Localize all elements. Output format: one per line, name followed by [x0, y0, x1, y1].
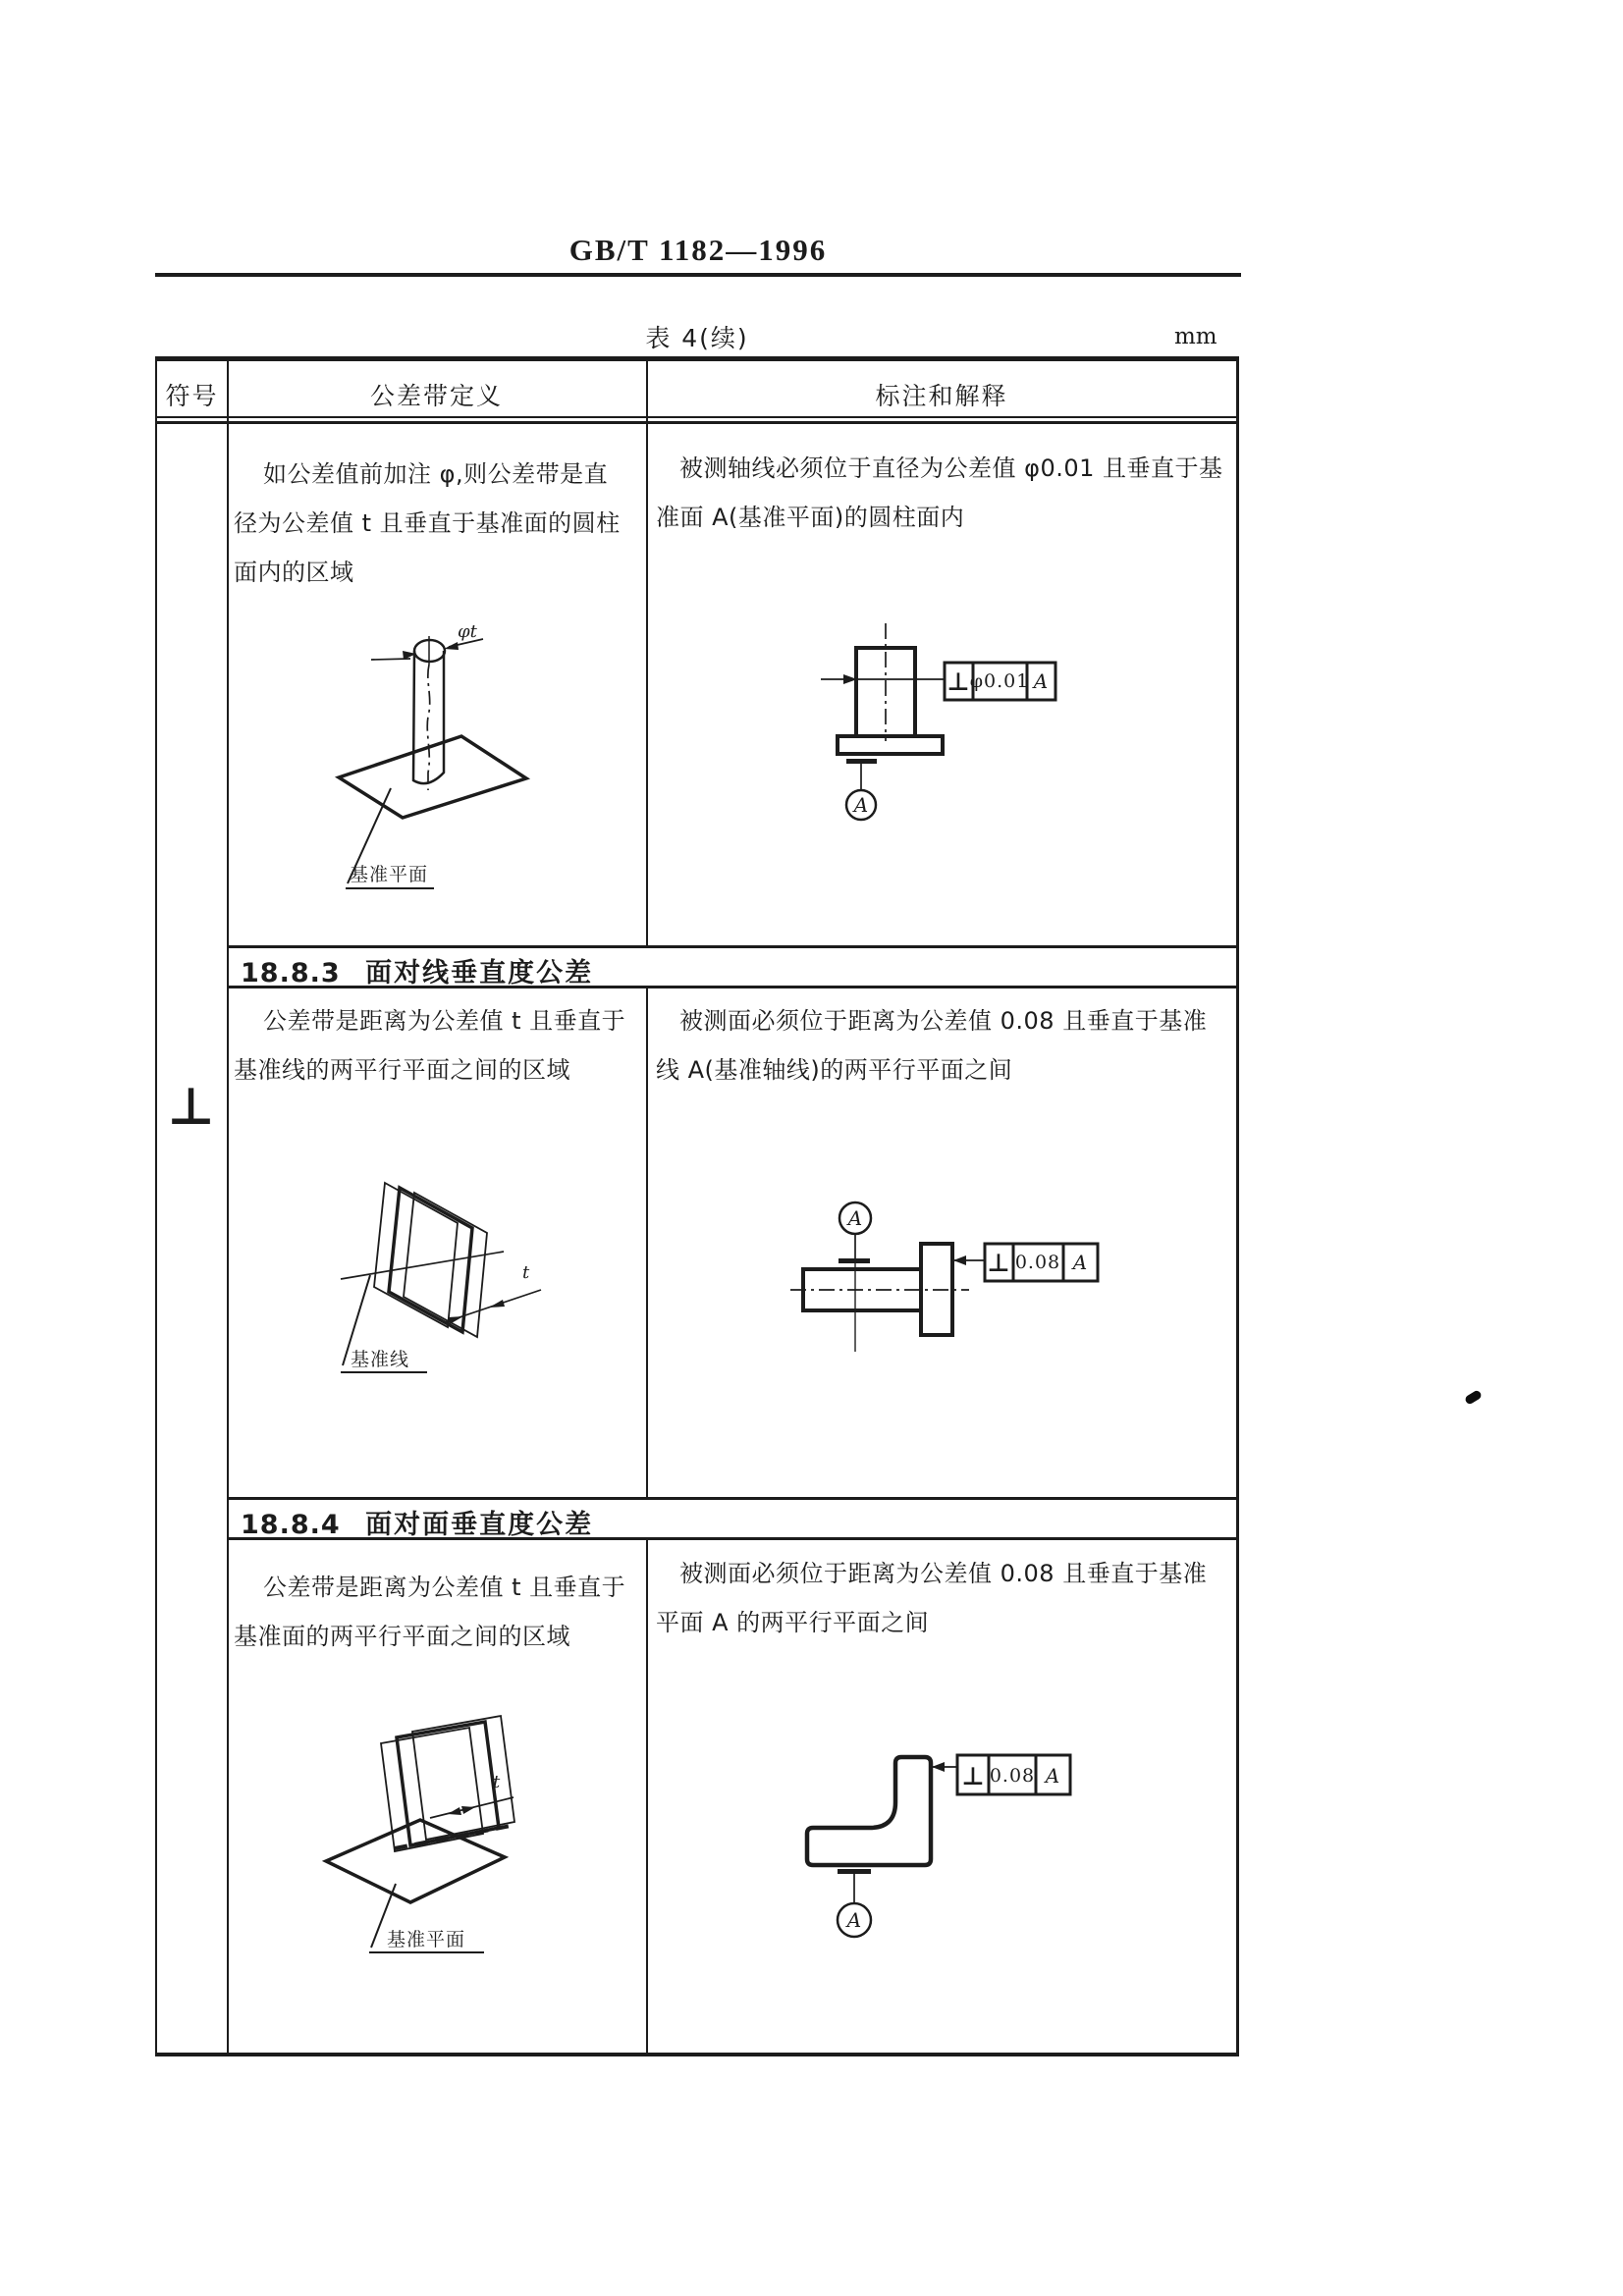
interpretation-line: 被测轴线必须位于直径为公差值 φ0.01 且垂直于基: [679, 454, 1223, 482]
grid-line: [227, 945, 1239, 948]
datum-target-bar: [846, 759, 877, 764]
frame-datum: A: [1045, 1764, 1060, 1788]
arrowhead: [448, 1316, 463, 1324]
section-heading: [241, 951, 593, 989]
toleranced-surface: [397, 1722, 499, 1845]
definition-line: 公差带是距离为公差值 t 且垂直于: [263, 1574, 626, 1601]
interpretation-line: 准面 A(基准平面)的圆柱面内: [656, 504, 965, 531]
definition-line: 基准面的两平行平面之间的区域: [234, 1623, 570, 1650]
heading-title: 面对面垂直度公差: [365, 1510, 594, 1540]
grid-line: [646, 1539, 648, 2053]
heading-number: 18.8.4: [241, 1510, 341, 1540]
frame-value: 0.08: [1014, 1252, 1061, 1273]
datum-label: 基准线: [351, 1349, 410, 1370]
axis-centerline: [427, 665, 429, 790]
datum-target-bar: [838, 1869, 871, 1874]
ink-speck: [1464, 1389, 1483, 1406]
grid-line: [155, 416, 1239, 418]
frame-datum: A: [1072, 1251, 1088, 1274]
grid-line: [227, 1497, 1239, 1500]
tolerance-zone-diagram-planes-line: [329, 1173, 565, 1384]
frame-symbol: ⊥: [947, 667, 970, 696]
interpretation-cell: [656, 996, 1207, 1095]
datum-plane-shape: [339, 736, 526, 818]
header-rule: [155, 273, 1241, 277]
tolerance-zone-diagram-planes-plane: [324, 1708, 579, 2002]
arrowhead: [953, 1255, 966, 1265]
dimension-label: φt: [458, 621, 477, 642]
grid-line: [227, 356, 229, 2053]
definition-line: 公差带是距离为公差值 t 且垂直于: [263, 1007, 626, 1035]
grid-line: [155, 356, 1239, 361]
table-caption: 表 4(续): [645, 324, 749, 352]
annotation-diagram-cylinder-flange: [805, 616, 1080, 828]
tolerance-zone-diagram-cylinder: [324, 604, 550, 898]
interpretation-line: 线 A(基准轴线)的两平行平面之间: [656, 1056, 1013, 1084]
arrowhead: [444, 642, 459, 650]
section-heading: [241, 1503, 593, 1541]
grid-line: [646, 988, 648, 1499]
part-outline: [807, 1757, 931, 1865]
perpendicularity-symbol: ⊥: [167, 1078, 215, 1137]
grid-line: [1236, 356, 1239, 2056]
dimension-label: t: [522, 1262, 530, 1283]
doc-number: GB/T 1182—1996: [568, 233, 828, 267]
feature-control-frame: [985, 1244, 1098, 1281]
toleranced-surface: [389, 1188, 472, 1332]
definition-line: 如公差值前加注 φ,则公差带是直: [263, 460, 609, 488]
datum-letter: A: [847, 1206, 863, 1230]
feature-control-frame: [945, 663, 1055, 700]
arrowhead: [448, 1807, 461, 1815]
arrowhead: [489, 1300, 505, 1308]
datum-line-shape: [341, 1252, 504, 1279]
column-header-definition: 公差带定义: [369, 382, 503, 410]
part-flange: [838, 736, 943, 754]
feature-control-frame: [957, 1755, 1070, 1794]
datum-label: 基准平面: [387, 1929, 466, 1950]
interpretation-cell: [656, 1549, 1207, 1647]
heading-number: 18.8.3: [241, 958, 341, 988]
annotation-diagram-shaft: [781, 1198, 1114, 1369]
frame-symbol: ⊥: [961, 1762, 985, 1790]
frame-value: φ0.01: [969, 670, 1030, 692]
column-header-symbol: 符号: [165, 382, 219, 410]
grid-line: [646, 356, 648, 947]
definition-line: 径为公差值 t 且垂直于基准面的圆柱: [234, 509, 621, 537]
frame-symbol: ⊥: [987, 1249, 1010, 1277]
datum-letter: A: [853, 793, 869, 817]
interpretation-line: 平面 A 的两平行平面之间: [656, 1609, 930, 1636]
interpretation-cell: [656, 444, 1223, 542]
arrowhead: [461, 1806, 475, 1814]
definition-line: 面内的区域: [234, 559, 354, 586]
datum-label: 基准平面: [350, 864, 429, 885]
interpretation-line: 被测面必须位于距离为公差值 0.08 且垂直于基准: [679, 1007, 1208, 1035]
heading-title: 面对线垂直度公差: [365, 958, 594, 988]
definition-cell: [234, 1563, 625, 1661]
datum-target-bar: [839, 1258, 870, 1263]
arrowhead: [932, 1762, 945, 1772]
dimension-label: t: [493, 1772, 501, 1792]
frame-value: 0.08: [989, 1765, 1036, 1787]
frame-datum: A: [1033, 669, 1049, 693]
grid-line: [155, 356, 157, 2056]
grid-line: [155, 421, 1239, 424]
grid-line: [155, 2053, 1239, 2056]
definition-cell: [234, 996, 625, 1095]
annotation-diagram-l-part: [785, 1747, 1100, 1958]
definition-cell: [234, 450, 621, 597]
definition-line: 基准线的两平行平面之间的区域: [234, 1056, 570, 1084]
unit-label: mm: [1174, 324, 1217, 349]
datum-letter: A: [846, 1908, 862, 1932]
column-header-interpretation: 标注和解释: [875, 382, 1008, 410]
interpretation-line: 被测面必须位于距离为公差值 0.08 且垂直于基准: [679, 1560, 1208, 1587]
